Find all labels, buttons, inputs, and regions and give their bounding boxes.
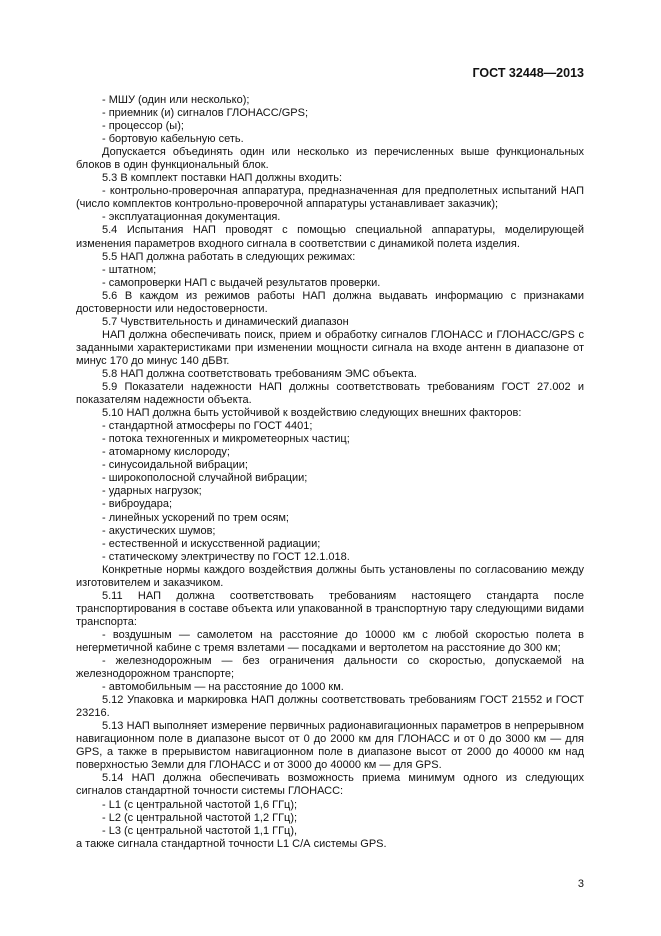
clause-5-3: 5.3 В комплект поставки НАП должны входить: (102, 172, 343, 185)
list-item: - бортовую кабельную сеть. (102, 133, 244, 146)
list-item: - эксплуатационная документация. (102, 211, 281, 224)
clause-5-14: 5.14 НАП должна обеспечивать возможность приема минимум одного из следующих сигналов стандартной точности системы ГЛОНАСС: (76, 772, 584, 798)
list-item: - атомарному кислороду; (102, 446, 230, 459)
clause-5-11: 5.11 НАП должна соответствовать требованиям настоящего стандарта после транспортирования в составе объекта или упакованной в транспортную тару следующими видами транспорта: (76, 589, 584, 628)
list-item: - железнодорожным — без ограничения дальности со скоростью, допускаемой на железнодорожном транспорте; (76, 655, 584, 681)
list-item: - L2 (с центральной частотой 1,2 ГГц); (102, 811, 298, 824)
list-item: - L1 (с центральной частотой 1,6 ГГц); (102, 798, 298, 811)
list-item: - стандартной атмосферы по ГОСТ 4401; (102, 420, 313, 433)
clause-5-13: 5.13 НАП выполняет измерение первичных радионавигационных параметров в непрерывном навигационном поле в диапазоне высот от 0 до 2000 км для ГЛОНАСС и от 0 до 3000 км — для GPS, а также в прерывистом навигационном поле в диапазоне высот от 2000 до 40000 км над поверхностью Земли для ГЛОНАСС и от 3000 до 40000 км — для GPS. (76, 720, 584, 772)
list-item: - автомобильным — на расстояние до 1000 км. (102, 681, 344, 694)
list-item: - синусоидальной вибрации; (102, 459, 248, 472)
list-item: - статическому электричеству по ГОСТ 12.1.018. (102, 550, 350, 563)
list-item: - самопроверки НАП с выдачей результатов проверки. (102, 276, 381, 289)
clause-5-5: 5.5 НАП должна работать в следующих режимах: (102, 250, 356, 263)
list-item: - линейных ускорений по трем осям; (102, 511, 289, 524)
clause-5-7: 5.7 Чувствительность и динамический диапазон (102, 315, 349, 328)
list-item: - виброудара; (102, 498, 173, 511)
list-item: - ударных нагрузок; (102, 485, 202, 498)
page-number: 3 (577, 878, 584, 890)
list-item: - естественной и искусственной радиации; (102, 537, 321, 550)
list-item: - воздушным — самолетом на расстояние до 10000 км с любой скоростью полета в негерметичной кабине с тремя взлетами — посадками и вертолетом на расстояние до 300 км; (76, 628, 584, 654)
list-item: - потока техногенных и микрометеорных частиц; (102, 433, 350, 446)
list-item: - акустических шумов; (102, 524, 216, 537)
document-body (76, 94, 584, 851)
clause-5-9: 5.9 Показатели надежности НАП должны соответствовать требованиям ГОСТ 27.002 и показателям надежности объекта. (76, 381, 584, 407)
paragraph: Конкретные нормы каждого воздействия должны быть установлены по согласованию между изготовителем и заказчиком. (76, 563, 584, 589)
list-item: - процессор (ы); (102, 120, 184, 133)
paragraph: Допускается объединять один или несколько из перечисленных выше функциональных блоков в один функциональный блок. (76, 146, 584, 172)
list-item: - контрольно-проверочная аппаратура, предназначенная для предполетных испытаний НАП (число комплектов контрольно-проверочной аппаратуры устанавливает заказчик); (76, 185, 584, 211)
clause-5-12: 5.12 Упаковка и маркировка НАП должны соответствовать требованиям ГОСТ 21552 и ГОСТ 23216. (76, 694, 584, 720)
clause-5-8: 5.8 НАП должна соответствовать требованиям ЭМС объекта. (102, 367, 417, 380)
paragraph: а также сигнала стандартной точности L1 С/А системы GPS. (76, 837, 387, 850)
clause-5-4: 5.4 Испытания НАП проводят с помощью специальной аппаратуры, моделирующей изменения параметров входного сигнала в соответствии с динамикой полета изделия. (76, 224, 584, 250)
list-item: - приемник (и) сигналов ГЛОНАСС/GPS; (102, 107, 309, 120)
clause-5-6: 5.6 В каждом из режимов работы НАП должна выдавать информацию с признаками достоверности или недостоверности. (76, 289, 584, 315)
list-item: - L3 (с центральной частотой 1,1 ГГц), (102, 824, 298, 837)
list-item: - широкополосной случайной вибрации; (102, 472, 308, 485)
clause-5-10: 5.10 НАП должна быть устойчивой к воздействию следующих внешних факторов: (102, 407, 522, 420)
paragraph: НАП должна обеспечивать поиск, прием и обработку сигналов ГЛОНАСС и ГЛОНАСС/GPS с заданными характеристиками при изменении мощности сигнала на входе антенн в диапазоне от минус 170 до минус 140 дБВт. (76, 328, 584, 367)
list-item: - МШУ (один или несколько); (102, 94, 250, 106)
list-item: - штатном; (102, 263, 157, 276)
standard-header: ГОСТ 32448—2013 (472, 66, 584, 80)
